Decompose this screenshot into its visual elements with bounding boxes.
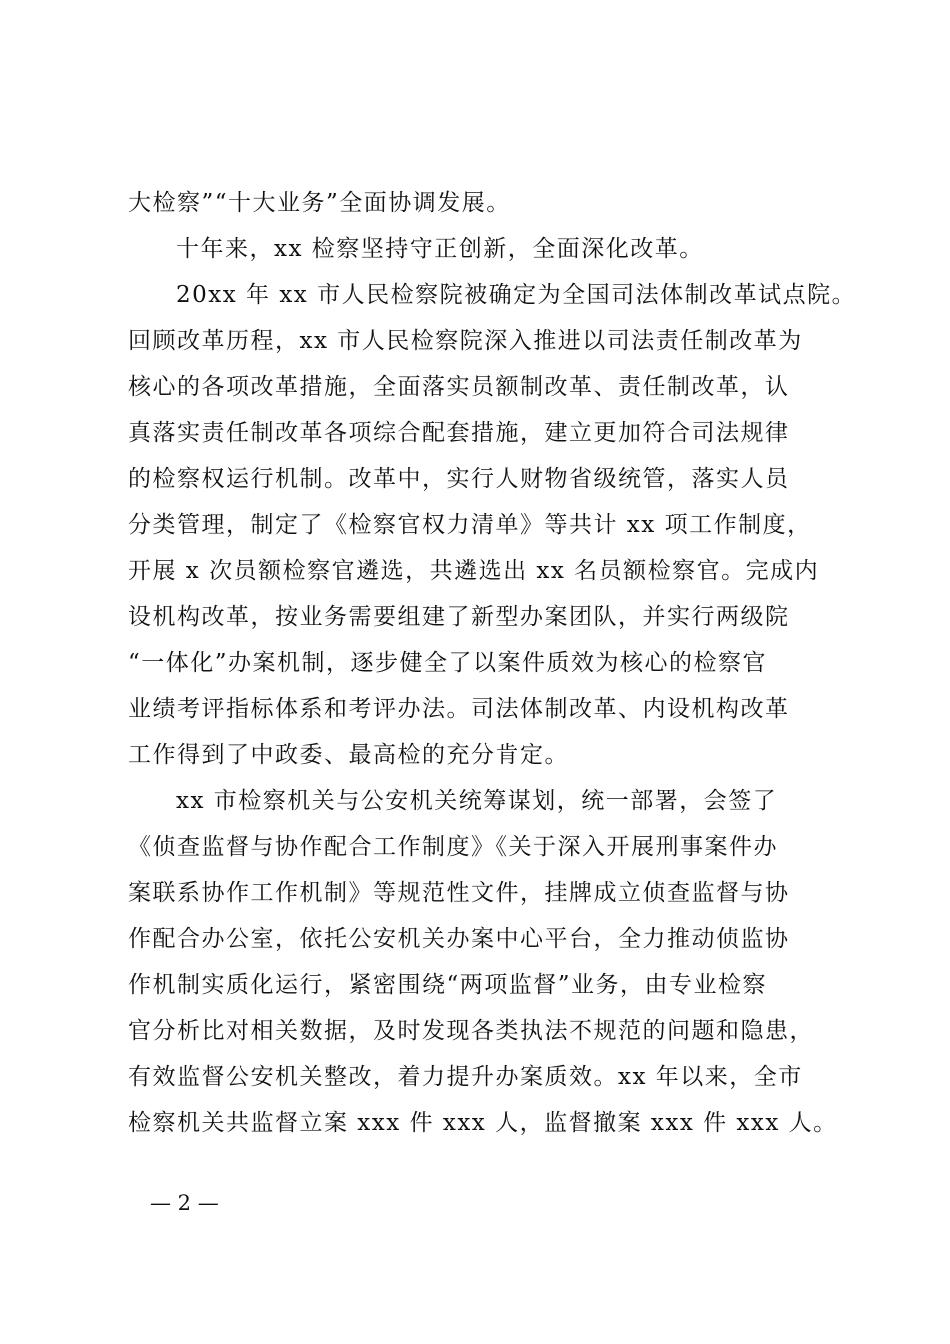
text-line: 作配合办公室，依托公安机关办案中心平台，全力推动侦监协	[128, 926, 790, 952]
text-line: “一体化”办案机制，逐步健全了以案件质效为核心的检察官	[128, 650, 768, 676]
text-line: 作机制实质化运行，紧密围绕“两项监督”业务，由专业检察	[128, 972, 768, 998]
paragraph-first-line: 十年来，xx 检察坚持守正创新，全面深化改革。	[176, 236, 704, 262]
text-line: 设机构改革，按业务需要组建了新型办案团队，并实行两级院	[128, 604, 790, 630]
text-line: 工作得到了中政委、最高检的充分肯定。	[128, 742, 569, 768]
paragraph-first-line: xx 市检察机关与公安机关统筹谋划，统一部署，会签了	[176, 788, 778, 814]
document-body	[128, 180, 857, 1146]
text-line: 开展 x 次员额检察官遴选，共遴选出 xx 名员额检察官。完成内	[128, 558, 820, 584]
text-line: 业绩考评指标体系和考评办法。司法体制改革、内设机构改革	[128, 696, 790, 722]
text-line: 大检察”“十大业务”全面协调发展。	[128, 190, 511, 216]
text-line: 《侦查监督与协作配合工作制度》《关于深入开展刑事案件办	[128, 834, 778, 860]
text-line: 的检察权运行机制。改革中，实行人财物省级统管，落实人员	[128, 466, 790, 492]
text-line: 真落实责任制改革各项综合配套措施，建立更加符合司法规律	[128, 420, 790, 446]
paragraph-first-line: 20xx 年 xx 市人民检察院被确定为全国司法体制改革试点院。	[176, 282, 857, 308]
text-line: 官分析比对相关数据，及时发现各类执法不规范的问题和隐患，	[128, 1018, 814, 1044]
text-line: 有效监督公安机关整改，着力提升办案质效。xx 年以来，全市	[128, 1064, 803, 1090]
text-line: 分类管理，制定了《检察官权力清单》等共计 xx 项工作制度，	[128, 512, 812, 538]
text-line: 回顾改革历程，xx 市人民检察院深入推进以司法责任制改革为	[128, 328, 803, 354]
text-line: 核心的各项改革措施，全面落实员额制改革、责任制改革，认	[128, 374, 790, 400]
text-line: 检察机关共监督立案 xxx 件 xxx 人，监督撤案 xxx 件 xxx 人。	[128, 1110, 838, 1136]
text-line: 案联系协作工作机制》等规范性文件，挂牌成立侦查监督与协	[128, 880, 790, 906]
page-number: — 2 —	[150, 1191, 219, 1215]
